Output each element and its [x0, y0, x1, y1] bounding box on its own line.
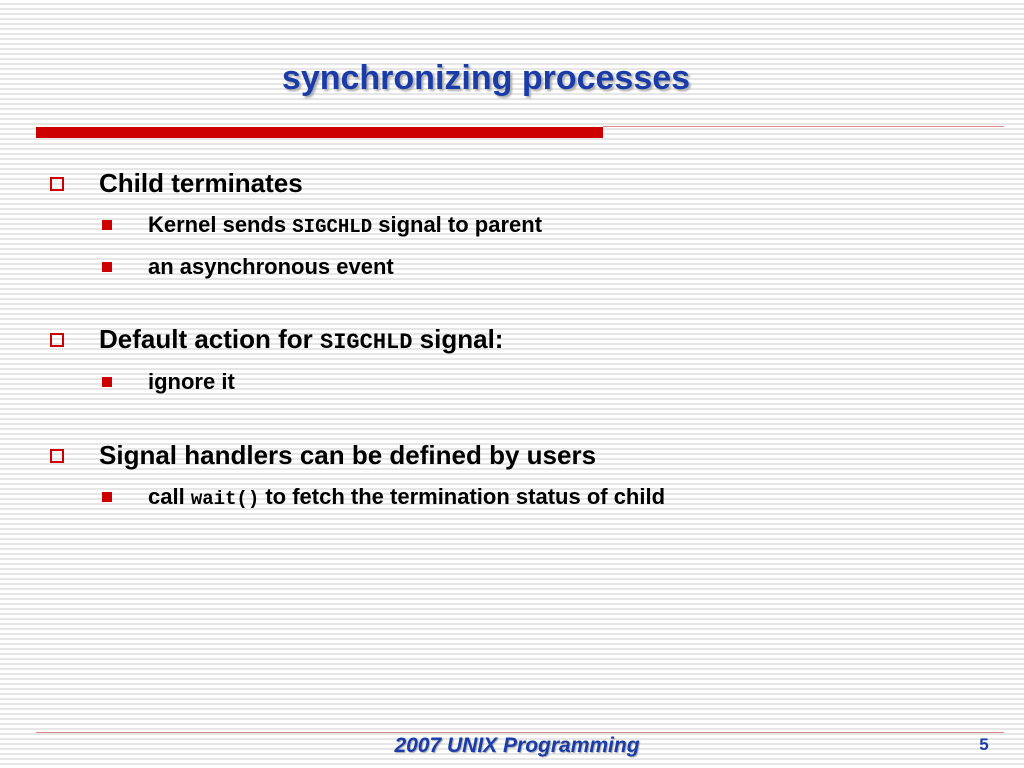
text-span: to fetch the termination status of child — [259, 484, 666, 509]
sub-bullet-item — [148, 483, 665, 513]
code-span: SIGCHLD — [320, 330, 413, 355]
filled-square-bullet-icon — [102, 262, 112, 272]
text-span: Kernel sends — [148, 212, 293, 237]
hollow-square-bullet-icon — [50, 333, 64, 347]
code-span: SIGCHLD — [292, 216, 373, 238]
text-span: call — [148, 484, 191, 509]
hollow-square-bullet-icon — [50, 449, 64, 463]
code-span: wait() — [190, 488, 260, 510]
sub-bullet-item — [148, 211, 542, 241]
footer-course-title: 2007 UNIX Programming — [394, 734, 640, 757]
sub-bullet-text — [148, 368, 235, 396]
bullet-item — [99, 167, 303, 199]
text-span: Signal handlers can be defined by users — [99, 440, 597, 470]
sub-bullet-item — [148, 253, 394, 281]
bullet-item — [99, 323, 503, 359]
text-span: Child terminates — [99, 168, 303, 198]
hollow-square-bullet-icon — [50, 177, 64, 191]
sub-bullet-text — [148, 211, 542, 241]
sub-bullet-item — [148, 368, 235, 396]
bullet-text — [99, 167, 303, 199]
slide-title: synchronizing processes — [281, 59, 691, 97]
text-span: ignore it — [148, 369, 235, 394]
text-span: signal: — [412, 324, 504, 354]
text-span: Default action for — [99, 324, 321, 354]
sub-bullet-text — [148, 483, 665, 513]
text-span: an asynchronous event — [148, 254, 394, 279]
page-number: 5 — [979, 735, 989, 754]
filled-square-bullet-icon — [102, 492, 112, 502]
filled-square-bullet-icon — [102, 377, 112, 387]
bullet-text — [99, 439, 596, 471]
sub-bullet-text — [148, 253, 394, 281]
text-span: signal to parent — [372, 212, 543, 237]
bullet-item — [99, 439, 596, 471]
filled-square-bullet-icon — [102, 220, 112, 230]
bullet-text — [99, 323, 503, 359]
